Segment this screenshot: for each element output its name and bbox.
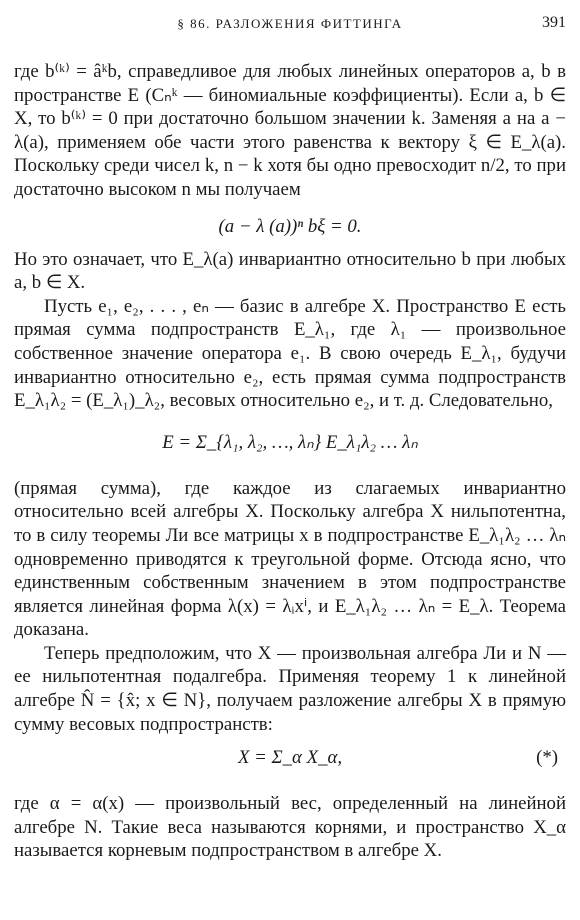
formula-2: E = Σ_{λ₁, λ₂, …, λₙ} E_λ₁λ₂ … λₙ <box>162 431 418 453</box>
running-head: § 86. РАЗЛОЖЕНИЯ ФИТТИНГА <box>177 16 403 31</box>
paragraph-4: (прямая сумма), где каждое из слагаемых инвариантно относительно всей алгебры X. Поскольку алгебра X нильпотентна, то в силу теоремы Ли все матрицы x в подпространстве E_λ₁λ₂ … λₙ одновременно приводятся к треугольной форме. Отсюда ясно, что единственным собственным значением в этом подпространстве является линейная форма λ(x) = λᵢxⁱ, и E_λ₁λ₂ … λₙ = E_λ. Теорема доказана. <box>14 477 566 641</box>
formula-1: (a − λ (a))ⁿ bξ = 0. <box>218 215 362 237</box>
page-body <box>14 60 566 863</box>
page-number: 391 <box>542 14 566 31</box>
paragraph-3: Пусть e₁, e₂, . . . , eₙ — базис в алгебре X. Пространство E есть прямая сумма подпространств E_λ₁, где λ₁ — произвольное собственное значение оператора e₁. В свою очередь E_λ₁, будучи инвариантно относительно e₂, есть прямая сумма подпространств E_λ₁λ₂ = (E_λ₁)_λ₂, весовых относительно e₂, и т. д. Следовательно, <box>14 295 566 412</box>
paragraph-1: где b⁽ᵏ⁾ = âᵏb, справедливое для любых линейных операторов a, b в пространстве E (Cₙᵏ — биномиальные коэффициенты). Если a, b ∈ X, то b⁽ᵏ⁾ = 0 при достаточно большом значении k. Заменяя a на a − λ(a), применяем обе части этого равенства к вектору ξ ∈ E_λ(a). Поскольку среди чисел k, n − k хотя бы одно превосходит n/2, то при достаточно высоком n мы получаем <box>14 61 566 200</box>
formula-3-row <box>14 736 566 792</box>
paragraph-6: где α = α(x) — произвольный вес, определенный на линейной алгебре N. Такие веса называются корнями, и пространство X_α называется корневым подпространством в алгебре X. <box>14 793 566 862</box>
paragraph-5: Теперь предположим, что X — произвольная алгебра Ли и N — ее нильпотентная подалгебра. Применяя теорему 1 к линейной алгебре N̂ = {x̂; x ∈ N}, получаем разложение алгебры X в прямую сумму весовых подпространств: <box>14 642 566 735</box>
formula-3-tag: (*) <box>536 747 558 769</box>
paragraph-2: Но это означает, что E_λ(a) инвариантно относительно b при любых a, b ∈ X. <box>14 248 566 294</box>
formula-3: X = Σ_α X_α, <box>237 747 343 769</box>
page-header <box>0 0 580 46</box>
